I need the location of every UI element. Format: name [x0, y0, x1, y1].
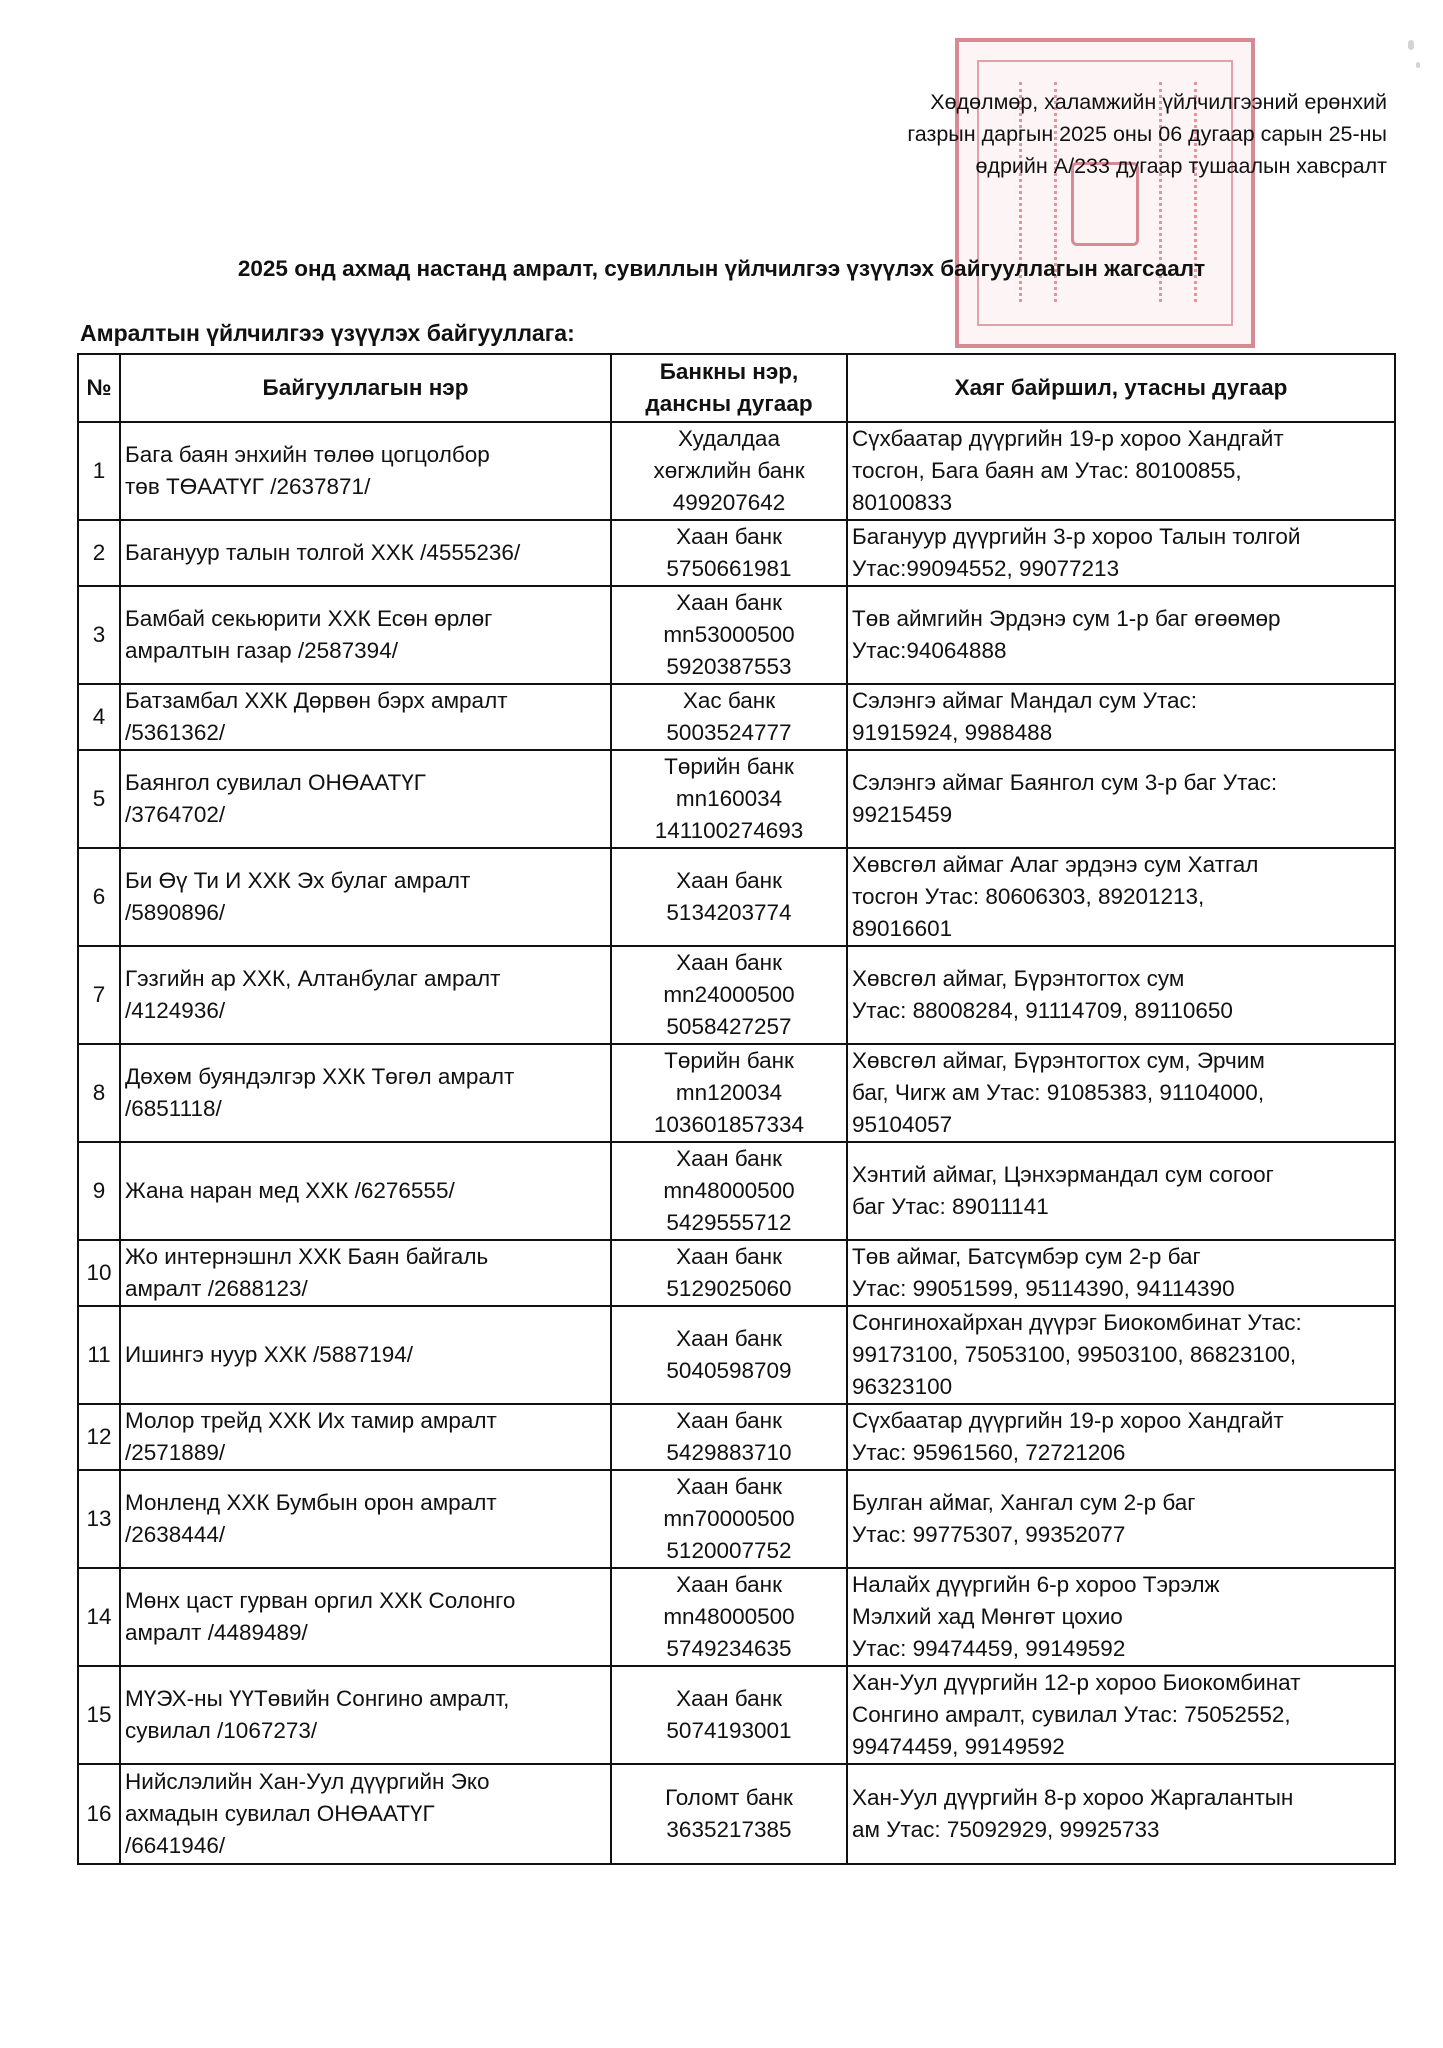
organization-name-cell	[120, 684, 611, 750]
organization-name-line: амралт /2688123/	[125, 1276, 308, 1301]
bank-account-line: Төрийн банк	[664, 754, 794, 779]
address-phone-line: Сонгинохайрхан дүүрэг Биокомбинат Утас:	[852, 1310, 1302, 1335]
table-row	[78, 1044, 1395, 1142]
address-phone-line: Төв аймгийн Эрдэнэ сум 1-р баг өгөөмөр	[852, 606, 1281, 631]
address-phone-line: 95104057	[852, 1112, 953, 1137]
bank-account-line: Хаан банк	[676, 868, 782, 893]
organization-name-line: ахмадын сувилал ОНӨААТҮГ	[125, 1801, 435, 1826]
organization-name-line: төв ТӨААТҮГ /2637871/	[125, 474, 371, 499]
row-number: 4	[78, 684, 120, 750]
organization-name-line: Ишингэ нуур ХХК /5887194/	[125, 1342, 414, 1367]
table-row	[78, 750, 1395, 848]
organization-name-line: /2571889/	[125, 1440, 226, 1465]
address-phone-line: 99474459, 99149592	[852, 1734, 1065, 1759]
order-reference	[907, 86, 1387, 182]
address-phone-line: тосгон, Бага баян ам Утас: 80100855,	[852, 458, 1242, 483]
address-phone-line: Хэнтий аймаг, Цэнхэрмандал сум согоог	[852, 1162, 1274, 1187]
bank-account-cell	[611, 848, 847, 946]
table-row	[78, 684, 1395, 750]
organization-name-line: /5361362/	[125, 720, 226, 745]
address-phone-line: 99215459	[852, 802, 953, 827]
bank-account-line: 5429883710	[666, 1440, 792, 1465]
address-phone-cell	[847, 1764, 1395, 1864]
organization-name-line: Жо интернэшнл ХХК Баян байгаль	[125, 1244, 489, 1269]
table-row	[78, 1240, 1395, 1306]
column-header-number: №	[78, 354, 120, 422]
organization-name-cell	[120, 1404, 611, 1470]
organization-name-line: Бага баян энхийн төлөө цогцолбор	[125, 442, 490, 467]
address-phone-line: баг Утас: 89011141	[852, 1194, 1049, 1219]
table-row	[78, 1666, 1395, 1764]
address-phone-line: 80100833	[852, 490, 953, 515]
organization-name-line: Гэзгийн ар ХХК, Алтанбулаг амралт	[125, 966, 501, 991]
bank-account-line: mn160034	[675, 786, 783, 811]
bank-account-cell	[611, 586, 847, 684]
official-seal-stamp	[955, 38, 1255, 348]
organization-name-line: МҮЭХ-ны ҮҮТөвийн Сонгино амралт,	[125, 1686, 510, 1711]
bank-account-line: mn48000500	[663, 1178, 795, 1203]
organization-name-cell	[120, 946, 611, 1044]
bank-account-line: 499207642	[672, 490, 786, 515]
bank-account-line: 5134203774	[666, 900, 792, 925]
address-phone-line: 91915924, 9988488	[852, 720, 1053, 745]
column-header-bank-line: дансны дугаар	[645, 391, 813, 416]
address-phone-cell	[847, 1568, 1395, 1666]
row-number: 16	[78, 1764, 120, 1864]
bank-account-line: mn120034	[675, 1080, 783, 1105]
organization-name-cell	[120, 750, 611, 848]
column-header-bank	[611, 354, 847, 422]
address-phone-line: Сүхбаатар дүүргийн 19-р хороо Хандгайт	[852, 426, 1284, 451]
bank-account-line: Хаан банк	[676, 1244, 782, 1269]
address-phone-line: Утас: 95961560, 72721206	[852, 1440, 1126, 1465]
row-number: 6	[78, 848, 120, 946]
table-row	[78, 422, 1395, 520]
organizations-table	[77, 353, 1396, 1865]
bank-account-cell	[611, 422, 847, 520]
address-phone-line: Хан-Уул дүүргийн 12-р хороо Биокомбинат	[852, 1670, 1301, 1695]
address-phone-line: Хөвсгөл аймаг Алаг эрдэнэ сум Хатгал	[852, 852, 1259, 877]
organization-name-cell	[120, 586, 611, 684]
address-phone-line: Налайх дүүргийн 6-р хороо Тэрэлж	[852, 1572, 1220, 1597]
address-phone-cell	[847, 1306, 1395, 1404]
bank-account-line: 5003524777	[666, 720, 792, 745]
address-phone-line: Утас: 99051599, 95114390, 94114390	[852, 1276, 1235, 1301]
row-number: 9	[78, 1142, 120, 1240]
address-phone-line: Төв аймаг, Батсүмбэр сум 2-р баг	[852, 1244, 1201, 1269]
bank-account-cell	[611, 1240, 847, 1306]
bank-account-cell	[611, 520, 847, 586]
bank-account-line: mn48000500	[663, 1604, 795, 1629]
organization-name-cell	[120, 520, 611, 586]
organization-name-line: Нийслэлийн Хан-Уул дүүргийн Эко	[125, 1769, 490, 1794]
bank-account-cell	[611, 684, 847, 750]
address-phone-line: Сонгино амралт, сувилал Утас: 75052552,	[852, 1702, 1291, 1727]
bank-account-line: Төрийн банк	[664, 1048, 794, 1073]
table-row	[78, 946, 1395, 1044]
organization-name-line: Жана наран мед ХХК /6276555/	[125, 1178, 455, 1203]
bank-account-line: 5074193001	[666, 1718, 792, 1743]
bank-account-line: 103601857334	[653, 1112, 805, 1137]
organization-name-line: амралтын газар /2587394/	[125, 638, 398, 663]
bank-account-line: Хаан банк	[676, 1326, 782, 1351]
bank-account-cell	[611, 1404, 847, 1470]
bank-account-line: Хаан банк	[676, 1474, 782, 1499]
address-phone-line: ам Утас: 75092929, 99925733	[852, 1817, 1160, 1842]
table-row	[78, 586, 1395, 684]
bank-account-line: 3635217385	[666, 1817, 792, 1842]
order-reference-line: газрын даргын 2025 оны 06 дугаар сарын 25-ны	[907, 122, 1387, 146]
address-phone-line: Булган аймаг, Хангал сум 2-р баг	[852, 1490, 1196, 1515]
address-phone-cell	[847, 422, 1395, 520]
address-phone-line: 89016601	[852, 916, 953, 941]
table-row	[78, 1404, 1395, 1470]
bank-account-line: mn53000500	[663, 622, 795, 647]
row-number: 5	[78, 750, 120, 848]
bank-account-cell	[611, 1666, 847, 1764]
bank-account-line: хөгжлийн банк	[653, 458, 805, 483]
section-title: Амралтын үйлчилгээ үзүүлэх байгууллага:	[80, 320, 575, 346]
address-phone-line: Багануур дүүргийн 3-р хороо Талын толгой	[852, 524, 1301, 549]
address-phone-line: Хөвсгөл аймаг, Бүрэнтогтох сум, Эрчим	[852, 1048, 1265, 1073]
bank-account-cell	[611, 1764, 847, 1864]
organization-name-line: Баянгол сувилал ОНӨААТҮГ	[125, 770, 426, 795]
organization-name-line: Монленд ХХК Бумбын орон амралт	[125, 1490, 497, 1515]
organization-name-cell	[120, 848, 611, 946]
organization-name-line: /6641946/	[125, 1833, 226, 1858]
column-header-name: Байгууллагын нэр	[120, 354, 611, 422]
bank-account-cell	[611, 946, 847, 1044]
address-phone-cell	[847, 946, 1395, 1044]
row-number: 1	[78, 422, 120, 520]
bank-account-line: 141100274693	[654, 818, 804, 843]
organization-name-cell	[120, 1764, 611, 1864]
bank-account-line: mn24000500	[663, 982, 795, 1007]
row-number: 7	[78, 946, 120, 1044]
address-phone-cell	[847, 1142, 1395, 1240]
organization-name-cell	[120, 1306, 611, 1404]
address-phone-line: Утас: 99474459, 99149592	[852, 1636, 1126, 1661]
organization-name-line: Дөхөм буяндэлгэр ХХК Төгөл амралт	[125, 1064, 515, 1089]
organization-name-cell	[120, 1240, 611, 1306]
organization-name-line: /6851118/	[125, 1096, 222, 1121]
row-number: 11	[78, 1306, 120, 1404]
table-row	[78, 520, 1395, 586]
address-phone-line: тосгон Утас: 80606303, 89201213,	[852, 884, 1205, 909]
organization-name-line: Багануур талын толгой ХХК /4555236/	[125, 540, 521, 565]
bank-account-line: 5120007752	[666, 1538, 792, 1563]
organization-name-line: Би Өү Ти И ХХК Эх булаг амралт	[125, 868, 471, 893]
bank-account-line: Хаан банк	[676, 1146, 782, 1171]
order-reference-line: Хөдөлмөр, халамжийн үйлчилгээний ерөнхий	[930, 90, 1387, 114]
bank-account-line: Хаан банк	[676, 590, 782, 615]
organization-name-line: /5890896/	[125, 900, 226, 925]
table-row	[78, 1306, 1395, 1404]
organization-name-line: Молор трейд ХХК Их тамир амралт	[125, 1408, 497, 1433]
row-number: 8	[78, 1044, 120, 1142]
table-header-row	[78, 354, 1395, 422]
row-number: 13	[78, 1470, 120, 1568]
column-header-address: Хаяг байршил, утасны дугаар	[847, 354, 1395, 422]
organization-name-line: сувилал /1067273/	[125, 1718, 318, 1743]
document-title: 2025 онд ахмад настанд амралт, сувиллын үйлчилгээ үзүүлэх байгууллагын жагсаалт	[237, 256, 1206, 281]
row-number: 10	[78, 1240, 120, 1306]
address-phone-cell	[847, 1240, 1395, 1306]
address-phone-line: Утас:94064888	[852, 638, 1007, 663]
address-phone-line: Мэлхий хад Мөнгөт цохио	[852, 1604, 1123, 1629]
bank-account-line: Хаан банк	[676, 950, 782, 975]
table-row	[78, 1568, 1395, 1666]
address-phone-cell	[847, 750, 1395, 848]
bank-account-cell	[611, 1142, 847, 1240]
address-phone-line: Хөвсгөл аймаг, Бүрэнтогтох сум	[852, 966, 1185, 991]
table-row	[78, 1142, 1395, 1240]
address-phone-cell	[847, 1470, 1395, 1568]
organization-name-line: Мөнх цаст гурван оргил ХХК Солонго	[125, 1588, 516, 1613]
bank-account-line: Хаан банк	[676, 1408, 782, 1433]
bank-account-line: Хаан банк	[676, 1572, 782, 1597]
bank-account-line: 5750661981	[666, 556, 792, 581]
bank-account-cell	[611, 1044, 847, 1142]
bank-account-cell	[611, 1568, 847, 1666]
organization-name-cell	[120, 1470, 611, 1568]
address-phone-cell	[847, 848, 1395, 946]
bank-account-line: 5040598709	[666, 1358, 792, 1383]
bank-account-line: 5429555712	[666, 1210, 792, 1235]
table-row	[78, 1764, 1395, 1864]
bank-account-cell	[611, 750, 847, 848]
address-phone-line: Утас: 99775307, 99352077	[852, 1522, 1126, 1547]
table-row	[78, 1470, 1395, 1568]
table-row	[78, 848, 1395, 946]
address-phone-line: баг, Чигж ам Утас: 91085383, 91104000,	[852, 1080, 1265, 1105]
organization-name-cell	[120, 1044, 611, 1142]
scan-speck	[1416, 62, 1420, 68]
organization-name-line: /3764702/	[125, 802, 226, 827]
address-phone-line: Сэлэнгэ аймаг Мандал сум Утас:	[852, 688, 1198, 713]
bank-account-line: 5749234635	[666, 1636, 792, 1661]
bank-account-line: Голомт банк	[665, 1785, 793, 1810]
address-phone-cell	[847, 684, 1395, 750]
bank-account-line: 5129025060	[666, 1276, 792, 1301]
organization-name-cell	[120, 1568, 611, 1666]
bank-account-cell	[611, 1306, 847, 1404]
address-phone-cell	[847, 1044, 1395, 1142]
organization-name-line: Батзамбал ХХК Дөрвөн бэрх амралт	[125, 688, 508, 713]
address-phone-cell	[847, 1404, 1395, 1470]
order-reference-line: өдрийн А/233 дугаар тушаалын хавсралт	[975, 154, 1387, 178]
column-header-bank-line: Банкны нэр,	[659, 359, 799, 384]
organization-name-cell	[120, 422, 611, 520]
address-phone-line: 99173100, 75053100, 99503100, 86823100,	[852, 1342, 1297, 1367]
row-number: 12	[78, 1404, 120, 1470]
scan-speck	[1408, 40, 1414, 50]
bank-account-line: mn70000500	[663, 1506, 795, 1531]
address-phone-line: Сэлэнгэ аймаг Баянгол сум 3-р баг Утас:	[852, 770, 1278, 795]
organization-name-line: /4124936/	[125, 998, 226, 1023]
organization-name-cell	[120, 1142, 611, 1240]
address-phone-line: Сүхбаатар дүүргийн 19-р хороо Хандгайт	[852, 1408, 1284, 1433]
row-number: 3	[78, 586, 120, 684]
bank-account-line: 5920387553	[666, 654, 792, 679]
address-phone-line: Хан-Уул дүүргийн 8-р хороо Жаргалантын	[852, 1785, 1294, 1810]
address-phone-line: Утас: 88008284, 91114709, 89110650	[852, 998, 1233, 1023]
address-phone-line: 96323100	[852, 1374, 953, 1399]
address-phone-cell	[847, 1666, 1395, 1764]
bank-account-line: 5058427257	[666, 1014, 792, 1039]
bank-account-line: Хаан банк	[676, 524, 782, 549]
address-phone-cell	[847, 520, 1395, 586]
organization-name-line: Бамбай секьюрити ХХК Есөн өрлөг	[125, 606, 493, 631]
bank-account-line: Хаан банк	[676, 1686, 782, 1711]
organization-name-line: амралт /4489489/	[125, 1620, 308, 1645]
bank-account-line: Худалдаа	[678, 426, 780, 451]
row-number: 15	[78, 1666, 120, 1764]
bank-account-line: Хас банк	[682, 688, 776, 713]
address-phone-line: Утас:99094552, 99077213	[852, 556, 1120, 581]
address-phone-cell	[847, 586, 1395, 684]
row-number: 2	[78, 520, 120, 586]
organization-name-line: /2638444/	[125, 1522, 226, 1547]
row-number: 14	[78, 1568, 120, 1666]
bank-account-cell	[611, 1470, 847, 1568]
organization-name-cell	[120, 1666, 611, 1764]
